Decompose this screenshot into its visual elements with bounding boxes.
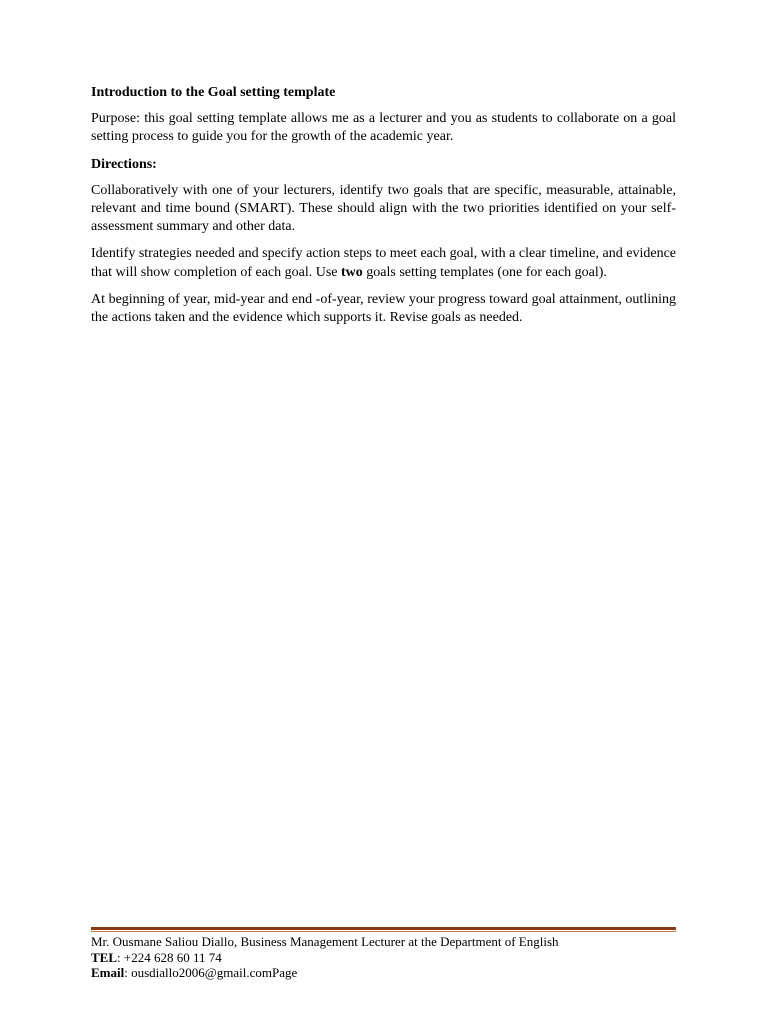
document-body — [91, 84, 676, 336]
footer-divider — [91, 927, 676, 933]
page-footer — [91, 934, 676, 981]
footer-email-line — [91, 965, 676, 981]
paragraph-2-bold-word: two — [341, 264, 363, 280]
paragraph-2-text-start: Identify strategies needed and specify action steps to meet each goal, with a clear timeline, and evidence that will show completion of each goal. Use — [91, 246, 676, 280]
purpose-paragraph: Purpose: this goal setting template allows me as a lecturer and you as students to collaborate on a goal setting process to guide you for the growth of the academic year. — [91, 111, 676, 145]
footer-tel-value: : +224 628 60 11 74 — [117, 949, 222, 965]
footer-divider-thin — [91, 931, 676, 932]
directions-label: Directions: — [91, 156, 157, 172]
footer-tel-line — [91, 950, 676, 966]
footer-tel-label: TEL — [91, 949, 118, 965]
directions-paragraph-2 — [91, 245, 676, 281]
directions-paragraph-1: Collaboratively with one of your lecturers, identify two goals that are specific, measurable, attainable, relevant and time bound (SMART). These should align with the two priorities identified on your self-assessment summary and other data. — [91, 182, 676, 235]
footer-email-value: : ousdiallo2006@gmail.comPage — [124, 965, 298, 980]
document-heading: Introduction to the Goal setting template — [91, 85, 336, 100]
footer-email-label: Email — [91, 965, 125, 980]
directions-paragraph-3: At beginning of year, mid-year and end -of-year, review your progress toward goal attainment, outlining the actions taken and the evidence which supports it. Revise goals as needed. — [91, 291, 676, 326]
paragraph-2-text-end: goals setting templates (one for each goal). — [362, 264, 607, 280]
footer-author-line: Mr. Ousmane Saliou Diallo, Business Management Lecturer at the Department of English — [91, 934, 559, 949]
